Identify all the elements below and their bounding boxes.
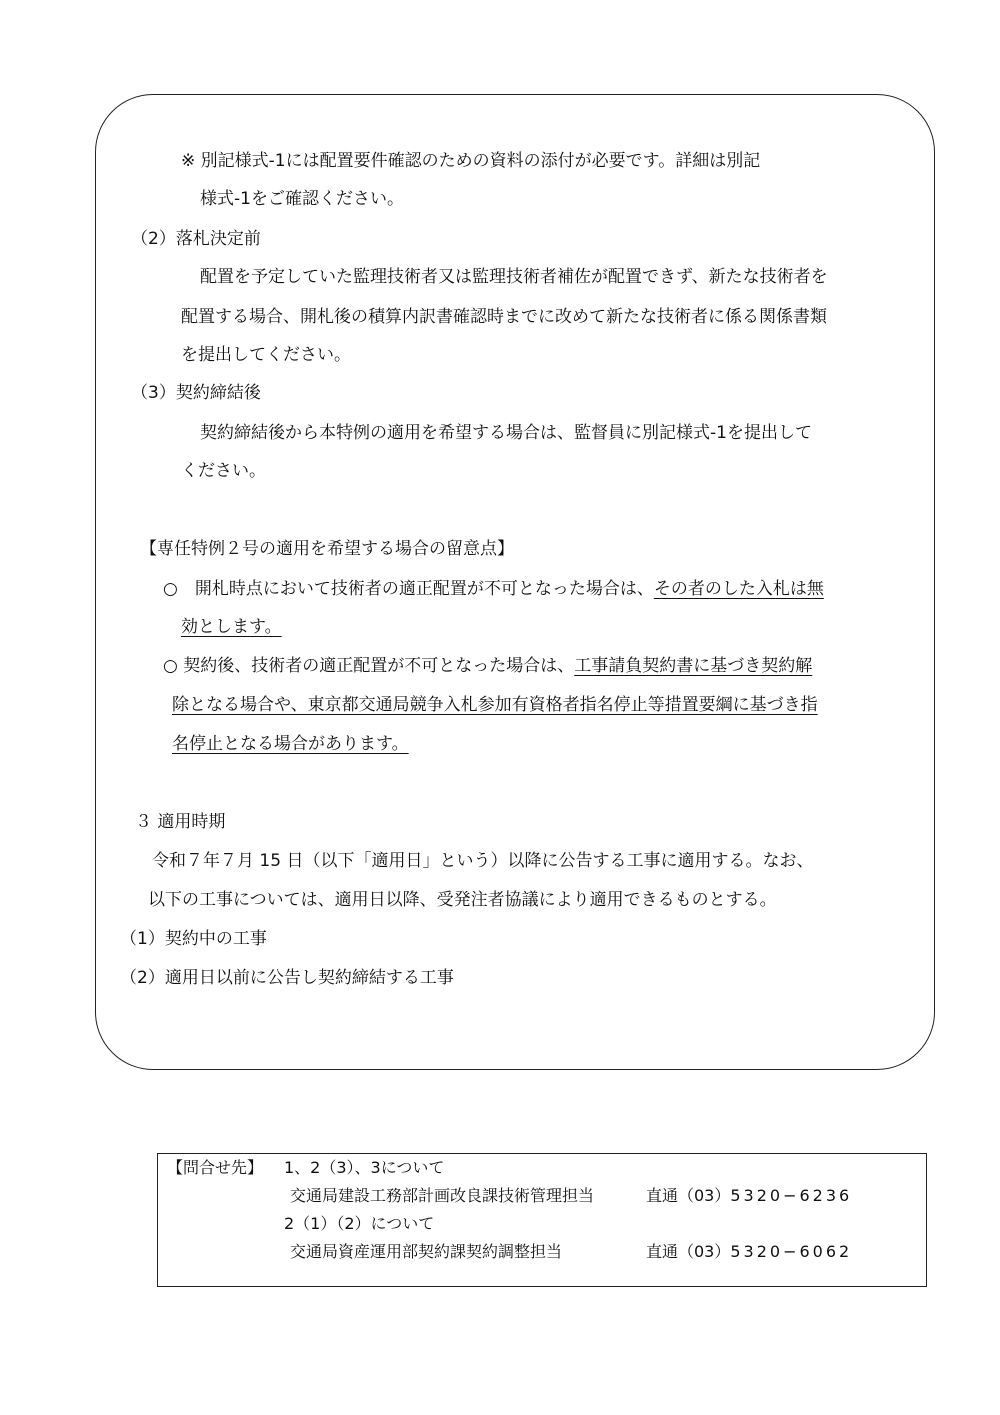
contact-group-2-topic: 2（1）（2）について [284,1214,435,1233]
contact-group-2-dept: 交通局資産運用部契約課契約調整担当 [290,1242,563,1261]
caution-heading: 【専任特例２号の適用を希望する場合の留意点】 [140,539,514,559]
caution-item-2-line-2: 除となる場合や、東京都交通局競争入札参加有資格者指名停止等措置要綱に基づき指 [172,695,818,715]
caution-item-2-underlined: 工事請負契約書に基づき契約解 [574,656,813,676]
section-2-line-1: 配置を予定していた監理技術者又は監理技術者補佐が配置できず、新たな技術者を [200,267,828,287]
contact-group-1-dept: 交通局建設工務部計画改良課技術管理担当 [290,1186,595,1205]
caution-item-1-line-1 [163,578,824,600]
note-line-2: 様式-1をご確認ください。 [200,189,404,209]
contact-box [157,1153,927,1287]
period-heading: ３ 適用時期 [135,812,226,832]
section-3-line-2: ください。 [181,461,266,481]
period-line-1: 令和７年７月 15 日（以下「適用日」という）以降に公告する工事に適用する。なお、 [152,851,814,871]
section-2-title: （2）落札決定前 [131,229,261,249]
period-line-2: 以下の工事については、適用日以降、受発注者協議により適用できるものとする。 [148,890,777,910]
contact-group-1-phone [646,1186,852,1206]
period-item-1: （1）契約中の工事 [120,929,267,949]
section-2-line-2: 配置する場合、開札後の積算内訳書確認時までに改めて新たな技術者に係る関係書類 [181,307,827,327]
contact-group-1-phone-number: 5320−6236 [730,1186,853,1205]
contact-label: 【問合せ先】 [167,1158,264,1177]
contact-group-1-topic: 1、2（3）、3について [284,1158,445,1177]
contact-group-2-phone-label: 直通（03） [646,1242,731,1261]
caution-item-2-line-1 [163,655,812,677]
section-2-line-3: を提出してください。 [181,345,351,365]
contact-group-2-phone [646,1242,852,1262]
contact-group-1-phone-label: 直通（03） [646,1186,731,1205]
section-3-line-1: 契約締結後から本特例の適用を希望する場合は、監督員に別記様式-1を提出して [200,423,812,443]
caution-item-1-text: ○ 開札時点において技術者の適正配置が不可となった場合は、 [163,579,654,599]
caution-item-2-line-3: 名停止となる場合があります。 [172,734,409,754]
caution-item-1-line-2: 効とします。 [181,617,282,637]
caution-item-2-text: ○ 契約後、技術者の適正配置が不可となった場合は、 [163,656,575,676]
period-item-2: （2）適用日以前に公告し契約締結する工事 [120,968,454,988]
note-line-1: ※ 別記様式-1には配置要件確認のための資料の添付が必要です。詳細は別記 [181,151,761,171]
caution-item-1-underlined: その者のした入札は無 [653,579,824,599]
contact-group-2-phone-number: 5320−6062 [730,1242,853,1261]
section-3-title: （3）契約締結後 [131,383,261,403]
